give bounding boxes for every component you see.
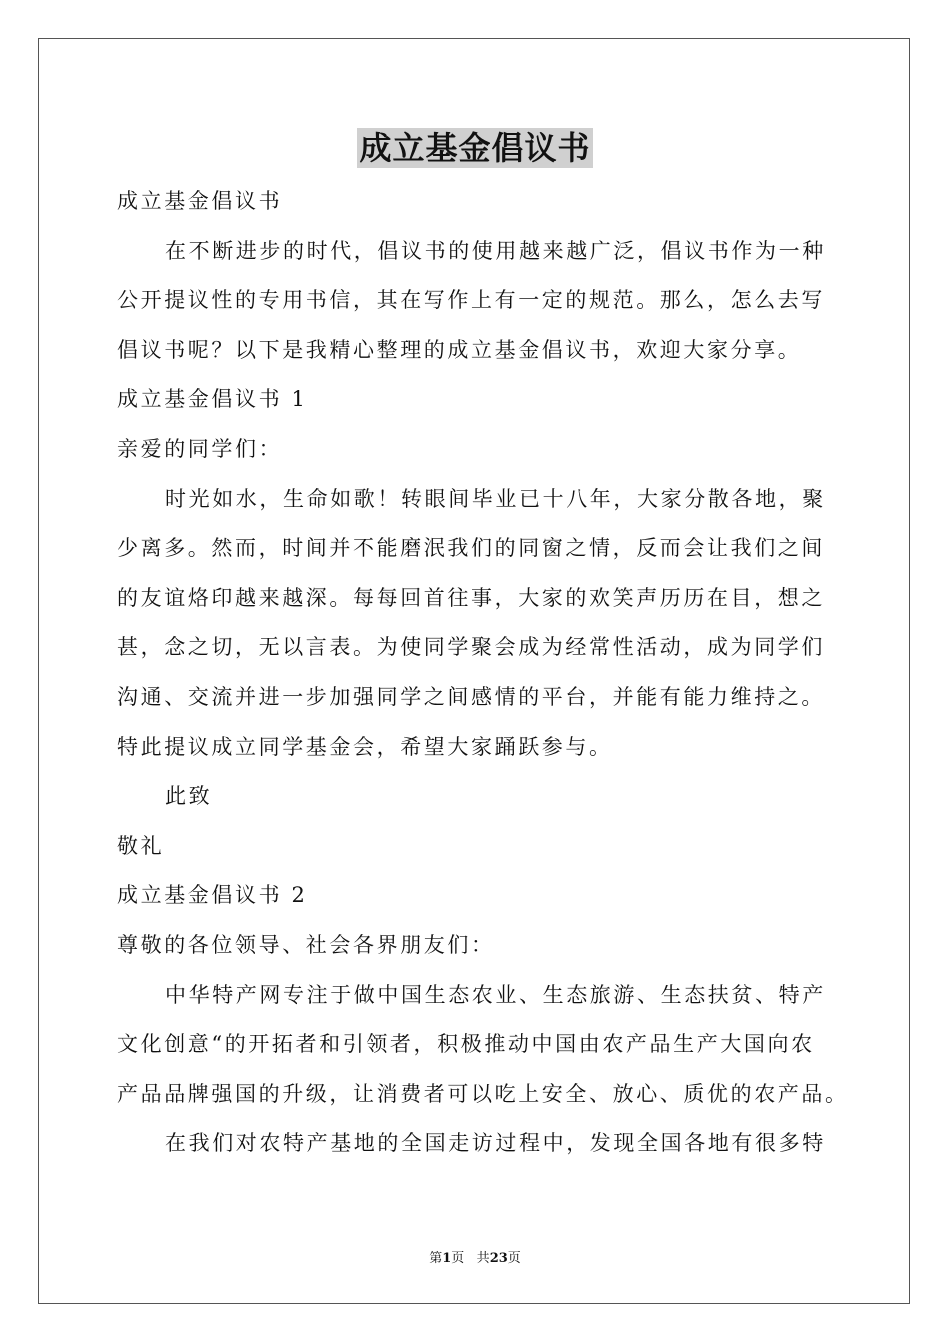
body-line: 的友谊烙印越来越深。每每回首往事，大家的欢笑声历历在目，想之 xyxy=(117,585,825,610)
body-line: 在不断进步的时代，倡议书的使用越来越广泛，倡议书作为一种 xyxy=(165,238,826,263)
section-heading-1: 成立基金倡议书 1 xyxy=(117,387,308,412)
body-line: 文化创意“的开拓者和引领者，积极推动中国由农产品生产大国向农 xyxy=(117,1032,815,1057)
body-line: 在我们对农特产基地的全国走访过程中，发现全国各地有很多特 xyxy=(165,1131,826,1156)
body-line: 特此提议成立同学基金会，希望大家踊跃参与。 xyxy=(117,734,613,759)
body-line: 甚，念之切，无以言表。为使同学聚会成为经常性活动，成为同学们 xyxy=(117,635,825,660)
body-line: 倡议书呢？以下是我精心整理的成立基金倡议书，欢迎大家分享。 xyxy=(117,337,802,362)
page-footer xyxy=(0,1247,950,1266)
page-prefix: 第 xyxy=(429,1251,443,1266)
total-prefix: 共 xyxy=(476,1251,490,1266)
body-line: 少离多。然而，时间并不能磨泯我们的同窗之情，反而会让我们之间 xyxy=(117,536,825,561)
salutation: 亲爱的同学们： xyxy=(117,436,283,461)
body-line: 公开提议性的专用书信，其在写作上有一定的规范。那么，怎么去写 xyxy=(117,288,825,313)
body-line: 沟通、交流并进一步加强同学之间感情的平台，并能有能力维持之。 xyxy=(117,684,825,709)
closing-line: 此致 xyxy=(165,784,213,809)
body-line: 中华特产网专注于做中国生态农业、生态旅游、生态扶贫、特产 xyxy=(165,982,826,1007)
body-line: 成立基金倡议书 xyxy=(117,189,283,213)
body-line: 产品品牌强国的升级，让消费者可以吃上安全、放心、质优的农产品。 xyxy=(117,1081,849,1106)
title-container xyxy=(0,128,950,168)
section-heading-2: 成立基金倡议书 2 xyxy=(117,883,308,908)
salutation: 尊敬的各位领导、社会各界朋友们： xyxy=(117,932,495,957)
document-title: 成立基金倡议书 xyxy=(359,129,591,167)
total-suffix: 页 xyxy=(507,1251,521,1266)
page-number: 1 xyxy=(442,1251,452,1266)
body-line: 时光如水，生命如歌！转眼间毕业已十八年，大家分散各地，聚 xyxy=(165,486,826,511)
closing-line: 敬礼 xyxy=(117,833,165,858)
page-suffix: 页 xyxy=(451,1251,465,1266)
total-pages: 23 xyxy=(489,1251,508,1266)
document-body xyxy=(117,177,847,1169)
